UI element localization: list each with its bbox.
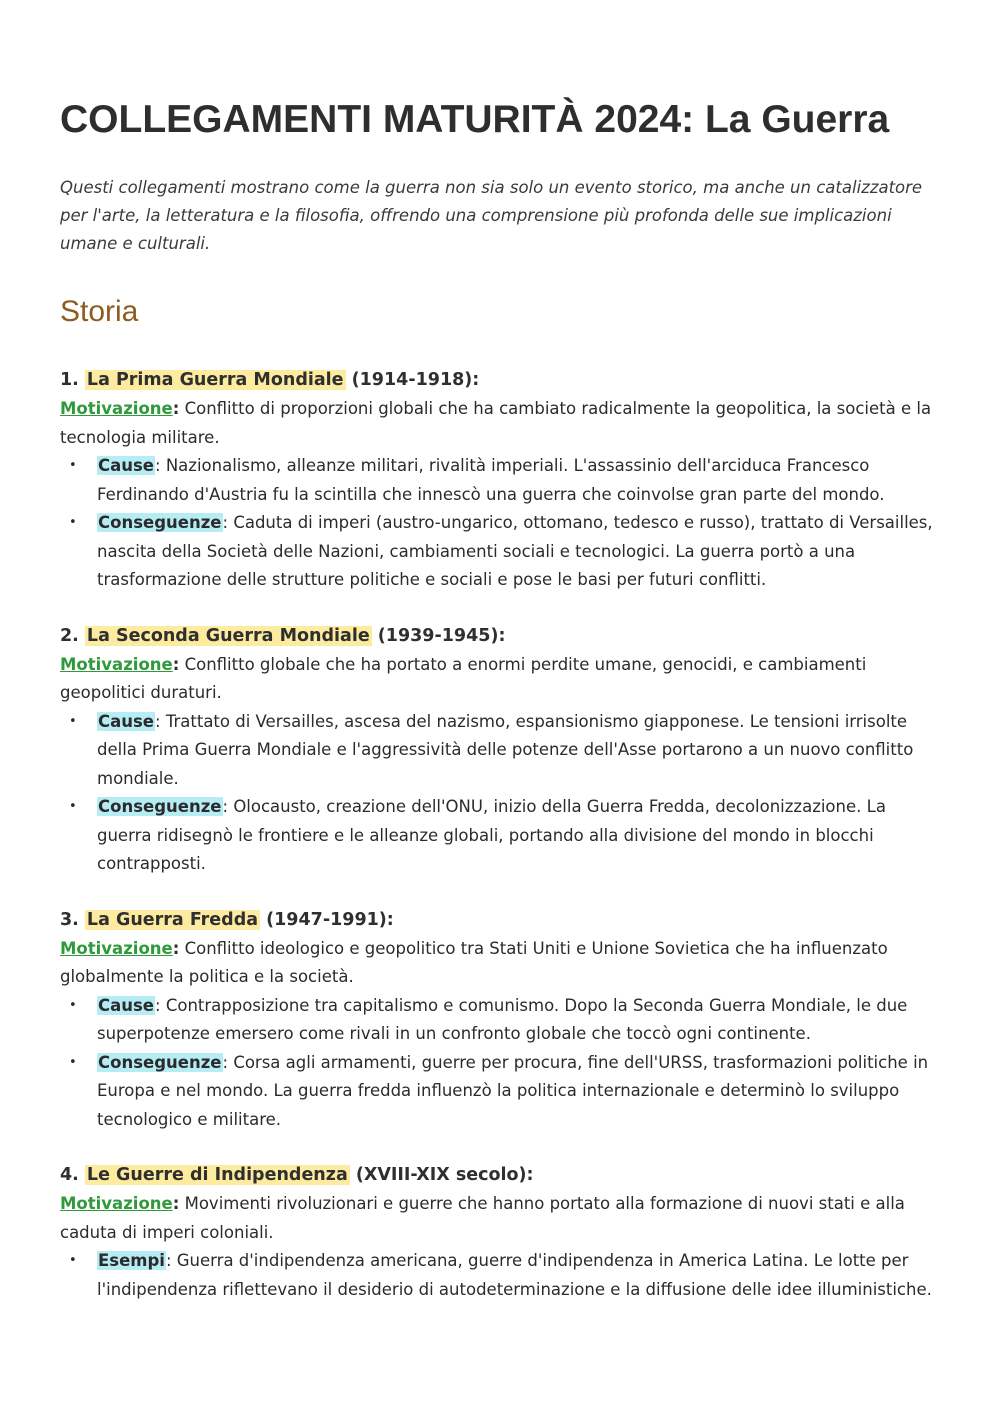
points-list (60, 708, 940, 879)
point-item (69, 1247, 940, 1304)
point-text: Trattato di Versailles, ascesa del nazismo, espansionismo giapponese. Le tensioni irrisolte della Prima Guerra Mondiale e l'aggressività delle potenze dell'Asse portarono a un nuovo conflitto mondiale. (97, 711, 914, 788)
war-item-number: 1. (60, 370, 79, 390)
war-item (60, 1160, 940, 1304)
war-list (60, 365, 940, 1304)
point-colon: : (165, 1251, 177, 1270)
point-item (69, 509, 940, 595)
motivation-label: Motivazione (60, 399, 173, 418)
war-item-name: La Guerra Fredda (86, 909, 259, 930)
intro-paragraph: Questi collegamenti mostrano come la guerra non sia solo un evento storico, ma anche un catalizzatore per l'arte, la letteratura e la filosofia, offrendo una comprensione più profonda delle sue implicazioni umane e culturali. (60, 178, 923, 253)
point-colon: : (222, 1052, 234, 1072)
motivation-text: Conflitto globale che ha portato a enormi perdite umane, genocidi, e cambiamenti geopolitici duraturi. (60, 654, 867, 702)
point-colon: : (155, 456, 166, 475)
point-colon: : (222, 513, 234, 532)
bullet-icon: • (69, 515, 77, 530)
war-item-number: 4. (60, 1165, 79, 1185)
motivation-colon: : (172, 938, 180, 958)
point-item (69, 452, 940, 509)
motivation-line (60, 395, 940, 452)
point-label: Esempi (98, 1251, 165, 1270)
motivation-colon: : (172, 399, 180, 418)
motivation-line (60, 1190, 940, 1247)
war-item-name: Le Guerre di Indipendenza (86, 1165, 348, 1185)
bullet-icon: • (69, 458, 77, 473)
war-item-number: 2. (60, 625, 79, 646)
bullet-icon: • (69, 1253, 77, 1268)
bullet-icon: • (69, 1054, 77, 1070)
motivation-text: Conflitto di proporzioni globali che ha cambiato radicalmente la geopolitica, la società e la tecnologia militare. (60, 399, 932, 447)
motivation-label: Motivazione (60, 938, 173, 958)
points-list (60, 452, 940, 595)
war-item-period: (1939-1945): (377, 625, 506, 646)
point-item (69, 793, 940, 879)
motivation-label: Motivazione (60, 654, 173, 674)
point-text: Corsa agli armamenti, guerre per procura, fine dell'URSS, trasformazioni politiche in Europa e nel mondo. La guerra fredda influenzò la politica internazionale e determinò lo sviluppo tecnologico e militare. (97, 1052, 929, 1129)
point-text: Olocausto, creazione dell'ONU, inizio della Guerra Fredda, decolonizzazione. La guerra ridisegnò le frontiere e le alleanze globali, portando alla divisione del mondo in blocchi contrapposti. (97, 797, 886, 873)
war-item-heading (60, 621, 940, 651)
motivation-line (60, 651, 940, 708)
bullet-icon: • (69, 997, 77, 1013)
point-label: Conseguenze (98, 797, 222, 816)
point-item (69, 708, 940, 794)
motivation-line (60, 935, 940, 992)
point-label: Cause (98, 995, 155, 1015)
motivation-colon: : (172, 654, 180, 674)
war-item-name: La Seconda Guerra Mondiale (86, 625, 370, 646)
point-label: Cause (98, 711, 155, 731)
war-item-number: 3. (60, 909, 79, 930)
motivation-text: Movimenti rivoluzionari e guerre che hanno portato alla formazione di nuovi stati e alla caduta di imperi coloniali. (60, 1194, 905, 1242)
war-item (60, 365, 940, 595)
point-label: Conseguenze (98, 1052, 222, 1072)
motivation-text: Conflitto ideologico e geopolitico tra Stati Uniti e Unione Sovietica che ha influenzato globalmente la politica e la società. (60, 938, 888, 986)
point-label: Conseguenze (98, 513, 222, 532)
war-item (60, 905, 940, 1135)
point-item (69, 1049, 940, 1135)
point-colon: : (155, 995, 166, 1015)
points-list (60, 992, 940, 1135)
motivation-colon: : (172, 1194, 180, 1213)
points-list (60, 1247, 940, 1304)
war-item-period: (XVIII-XIX secolo): (355, 1165, 534, 1185)
point-text: Guerra d'indipendenza americana, guerre d'indipendenza in America Latina. Le lotte per l'indipendenza riflettevano il desiderio di autodeterminazione e la diffusione delle idee illuministiche. (97, 1251, 932, 1299)
section-title: Storia (60, 295, 139, 328)
bullet-icon: • (69, 713, 77, 729)
war-item-period: (1914-1918): (351, 370, 480, 390)
bullet-icon: • (69, 799, 77, 814)
point-item (69, 992, 940, 1049)
war-item-heading (60, 365, 940, 395)
document-page (60, 94, 940, 1304)
point-text: Nazionalismo, alleanze militari, rivalità imperiali. L'assassinio dell'arciduca Francesco Ferdinando d'Austria fu la scintilla che innescò una guerra che coinvolse gran parte del mondo. (97, 456, 885, 504)
page-title: COLLEGAMENTI MATURITÀ 2024: La Guerra (60, 98, 890, 141)
point-colon: : (155, 711, 166, 731)
war-item-name: La Prima Guerra Mondiale (86, 370, 344, 390)
war-item-heading (60, 905, 940, 935)
point-label: Cause (98, 456, 155, 475)
war-item-heading (60, 1160, 940, 1190)
war-item-period: (1947-1991): (266, 909, 394, 930)
point-text: Contrapposizione tra capitalismo e comunismo. Dopo la Seconda Guerra Mondiale, le due superpotenze emersero come rivali in un confronto globale che toccò ogni continente. (97, 995, 908, 1043)
war-item (60, 621, 940, 879)
motivation-label: Motivazione (60, 1194, 173, 1213)
point-colon: : (222, 797, 234, 816)
point-text: Caduta di imperi (austro-ungarico, ottomano, tedesco e russo), trattato di Versailles, nascita della Società delle Nazioni, cambiamenti sociali e tecnologici. La guerra portò a una trasformazione delle strutture politiche e sociali e pose le basi per futuri conflitti. (97, 513, 933, 589)
